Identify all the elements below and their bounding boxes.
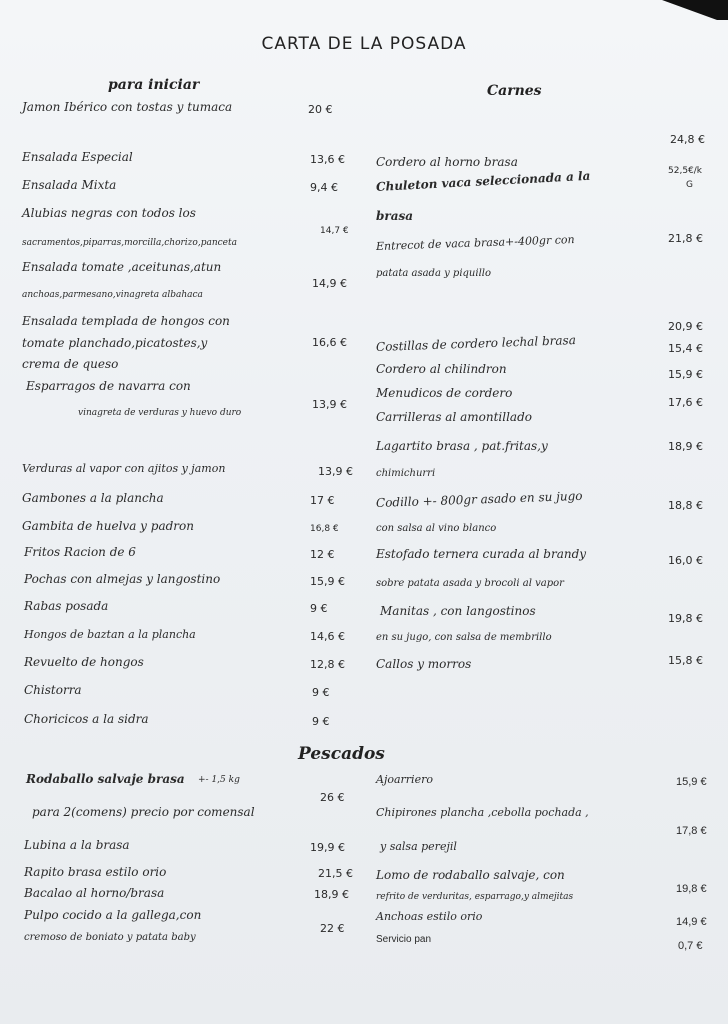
menu-item-price: 15,9 € [668,368,703,381]
menu-item-price-unit: G [686,180,693,190]
menu-item-name: Choricicos a la sidra [24,712,149,726]
menu-item-weight: +- 1,5 kg [198,775,240,785]
menu-item-price: 12 € [310,548,335,561]
dark-corner [638,0,728,20]
heading-carnes: Carnes [487,83,542,99]
menu-item-description: con salsa al vino blanco [376,523,497,534]
menu-item-name: Manitas , con langostinos [380,604,536,618]
menu-item-description: patata asada y piquillo [376,268,491,279]
menu-item-name: Verduras al vapor con ajitos y jamon [22,462,226,475]
menu-item-price: 17,6 € [668,396,703,409]
menu-item-price: 20 € [308,103,333,116]
menu-item-price: 14,9 € [676,916,707,928]
heading-para-iniciar: para iniciar [108,77,200,93]
menu-item-price: 15,9 € [310,575,345,588]
menu-item-price: 19,8 € [668,612,703,625]
menu-item-price: 9,4 € [310,181,338,194]
menu-item-price: 12,8 € [310,658,345,671]
menu-item-name: Fritos Racion de 6 [24,545,136,559]
menu-item-name: Gambita de huelva y padron [22,519,194,533]
menu-item-price: 52,5€/k [668,166,703,176]
menu-item-name: Entrecot de vaca brasa+-400gr con [375,233,575,253]
menu-item-price: 15,4 € [668,342,703,355]
menu-item-price: 9 € [312,715,330,728]
menu-item-name: Callos y morros [376,657,472,671]
menu-item-price: 13,9 € [312,398,347,411]
menu-item-name: Hongos de baztan a la plancha [24,628,196,641]
menu-item-price: 13,6 € [310,153,345,166]
menu-item-name: Codillo +- 800gr asado en su jugo [375,488,583,510]
menu-item-price: 18,9 € [668,440,703,453]
menu-item-name: Ensalada Mixta [22,178,117,192]
menu-item-name: Jamon Ibérico con tostas y tumaca [22,100,233,114]
menu-item-name: Cordero al chilindron [376,362,507,376]
menu-item-name: Ensalada tomate ,aceitunas,atun [22,260,222,274]
menu-item-name: Alubias negras con todos los [22,206,196,220]
menu-item-name: Lubina a la brasa [24,838,130,852]
menu-item-price: 15,9 € [676,776,707,788]
menu-item-price: 9 € [310,602,328,615]
menu-item-name: Gambones a la plancha [22,491,164,505]
menu-item-name: Lagartito brasa , pat.fritas,y [376,439,548,453]
menu-item-description: vinagreta de verduras y huevo duro [78,408,242,418]
heading-pescados: Pescados [298,744,385,764]
menu-item-description: refrito de verduritas, esparrago,y almejitas [376,892,574,902]
menu-item-name: Costillas de cordero lechal brasa [375,333,577,354]
menu-item-description: crema de queso [22,357,119,371]
menu-item-name: Pulpo cocido a la gallega,con [24,908,202,922]
page-title: CARTA DE LA POSADA [261,34,467,54]
menu-item-price: 0,7 € [678,940,703,952]
menu-item-price: 16,8 € [310,524,339,534]
menu-item-name: Carrilleras al amontillado [376,410,532,424]
menu-item-description: cremoso de boniato y patata baby [24,932,196,943]
menu-item-description: anchoas,parmesano,vinagreta albahaca [22,290,203,300]
menu-item-price: 18,8 € [668,499,703,512]
menu-item-price: 17,8 € [676,825,707,837]
menu-item-name: Anchoas estilo orio [376,910,483,923]
menu-item-price: 26 € [320,791,345,804]
menu-item-price: 21,8 € [668,232,703,245]
menu-item-name: Cordero al horno brasa [376,155,518,169]
menu-item-price: 24,8 € [670,133,705,146]
menu-item-description: y salsa perejil [380,840,457,853]
menu-item-description: en su jugo, con salsa de membrillo [376,632,552,643]
menu-item-name: Ensalada templada de hongos con [22,314,230,328]
menu-item-price: 20,9 € [668,320,703,333]
menu-item-description: brasa [376,209,414,223]
menu-item-name: Menudicos de cordero [376,386,513,400]
menu-item-name: Pochas con almejas y langostino [24,572,221,586]
menu-item-price: 16,6 € [312,336,347,349]
menu-item-price: 13,9 € [318,465,353,478]
menu-item-price: 15,8 € [668,654,703,667]
menu-item-name: Estofado ternera curada al brandy [376,547,587,561]
menu-item-name: Chuleton vaca seleccionada a la [375,168,591,194]
menu-item-name: Servicio pan [376,934,432,945]
menu-item-price: 22 € [320,922,345,935]
menu-item-price: 14,7 € [320,226,349,236]
menu-item-name: Rodaballo salvaje brasa [26,772,185,786]
menu-item-description: para 2(comens) precio por comensal [32,805,255,819]
menu-item-price: 14,9 € [312,277,347,290]
menu-item-name: Esparragos de navarra con [26,379,191,393]
menu-item-description: chimichurri [376,468,436,479]
menu-item-price: 16,0 € [668,554,703,567]
menu-item-name: Rapito brasa estilo orio [24,865,167,879]
menu-item-description: tomate planchado,picatostes,y [22,336,208,350]
menu-item-price: 9 € [312,686,330,699]
menu-item-price: 19,8 € [676,883,707,895]
menu-item-price: 18,9 € [314,888,349,901]
menu-item-name: Chistorra [24,683,82,697]
menu-item-name: Bacalao al horno/brasa [24,886,165,900]
menu-item-name: Lomo de rodaballo salvaje, con [376,868,565,882]
menu-item-name: Rabas posada [24,599,109,613]
menu-item-price: 21,5 € [318,867,353,880]
menu-item-name: Chipirones plancha ,cebolla pochada , [376,806,589,819]
menu-item-price: 14,6 € [310,630,345,643]
menu-item-description: sacramentos,piparras,morcilla,chorizo,panceta [22,238,237,248]
menu-item-description: sobre patata asada y brocoli al vapor [376,578,564,589]
menu-item-price: 17 € [310,494,335,507]
menu-item-name: Revuelto de hongos [24,655,144,669]
menu-item-name: Ajoarriero [376,773,433,786]
menu-item-name: Ensalada Especial [22,150,133,164]
menu-item-price: 19,9 € [310,841,345,854]
